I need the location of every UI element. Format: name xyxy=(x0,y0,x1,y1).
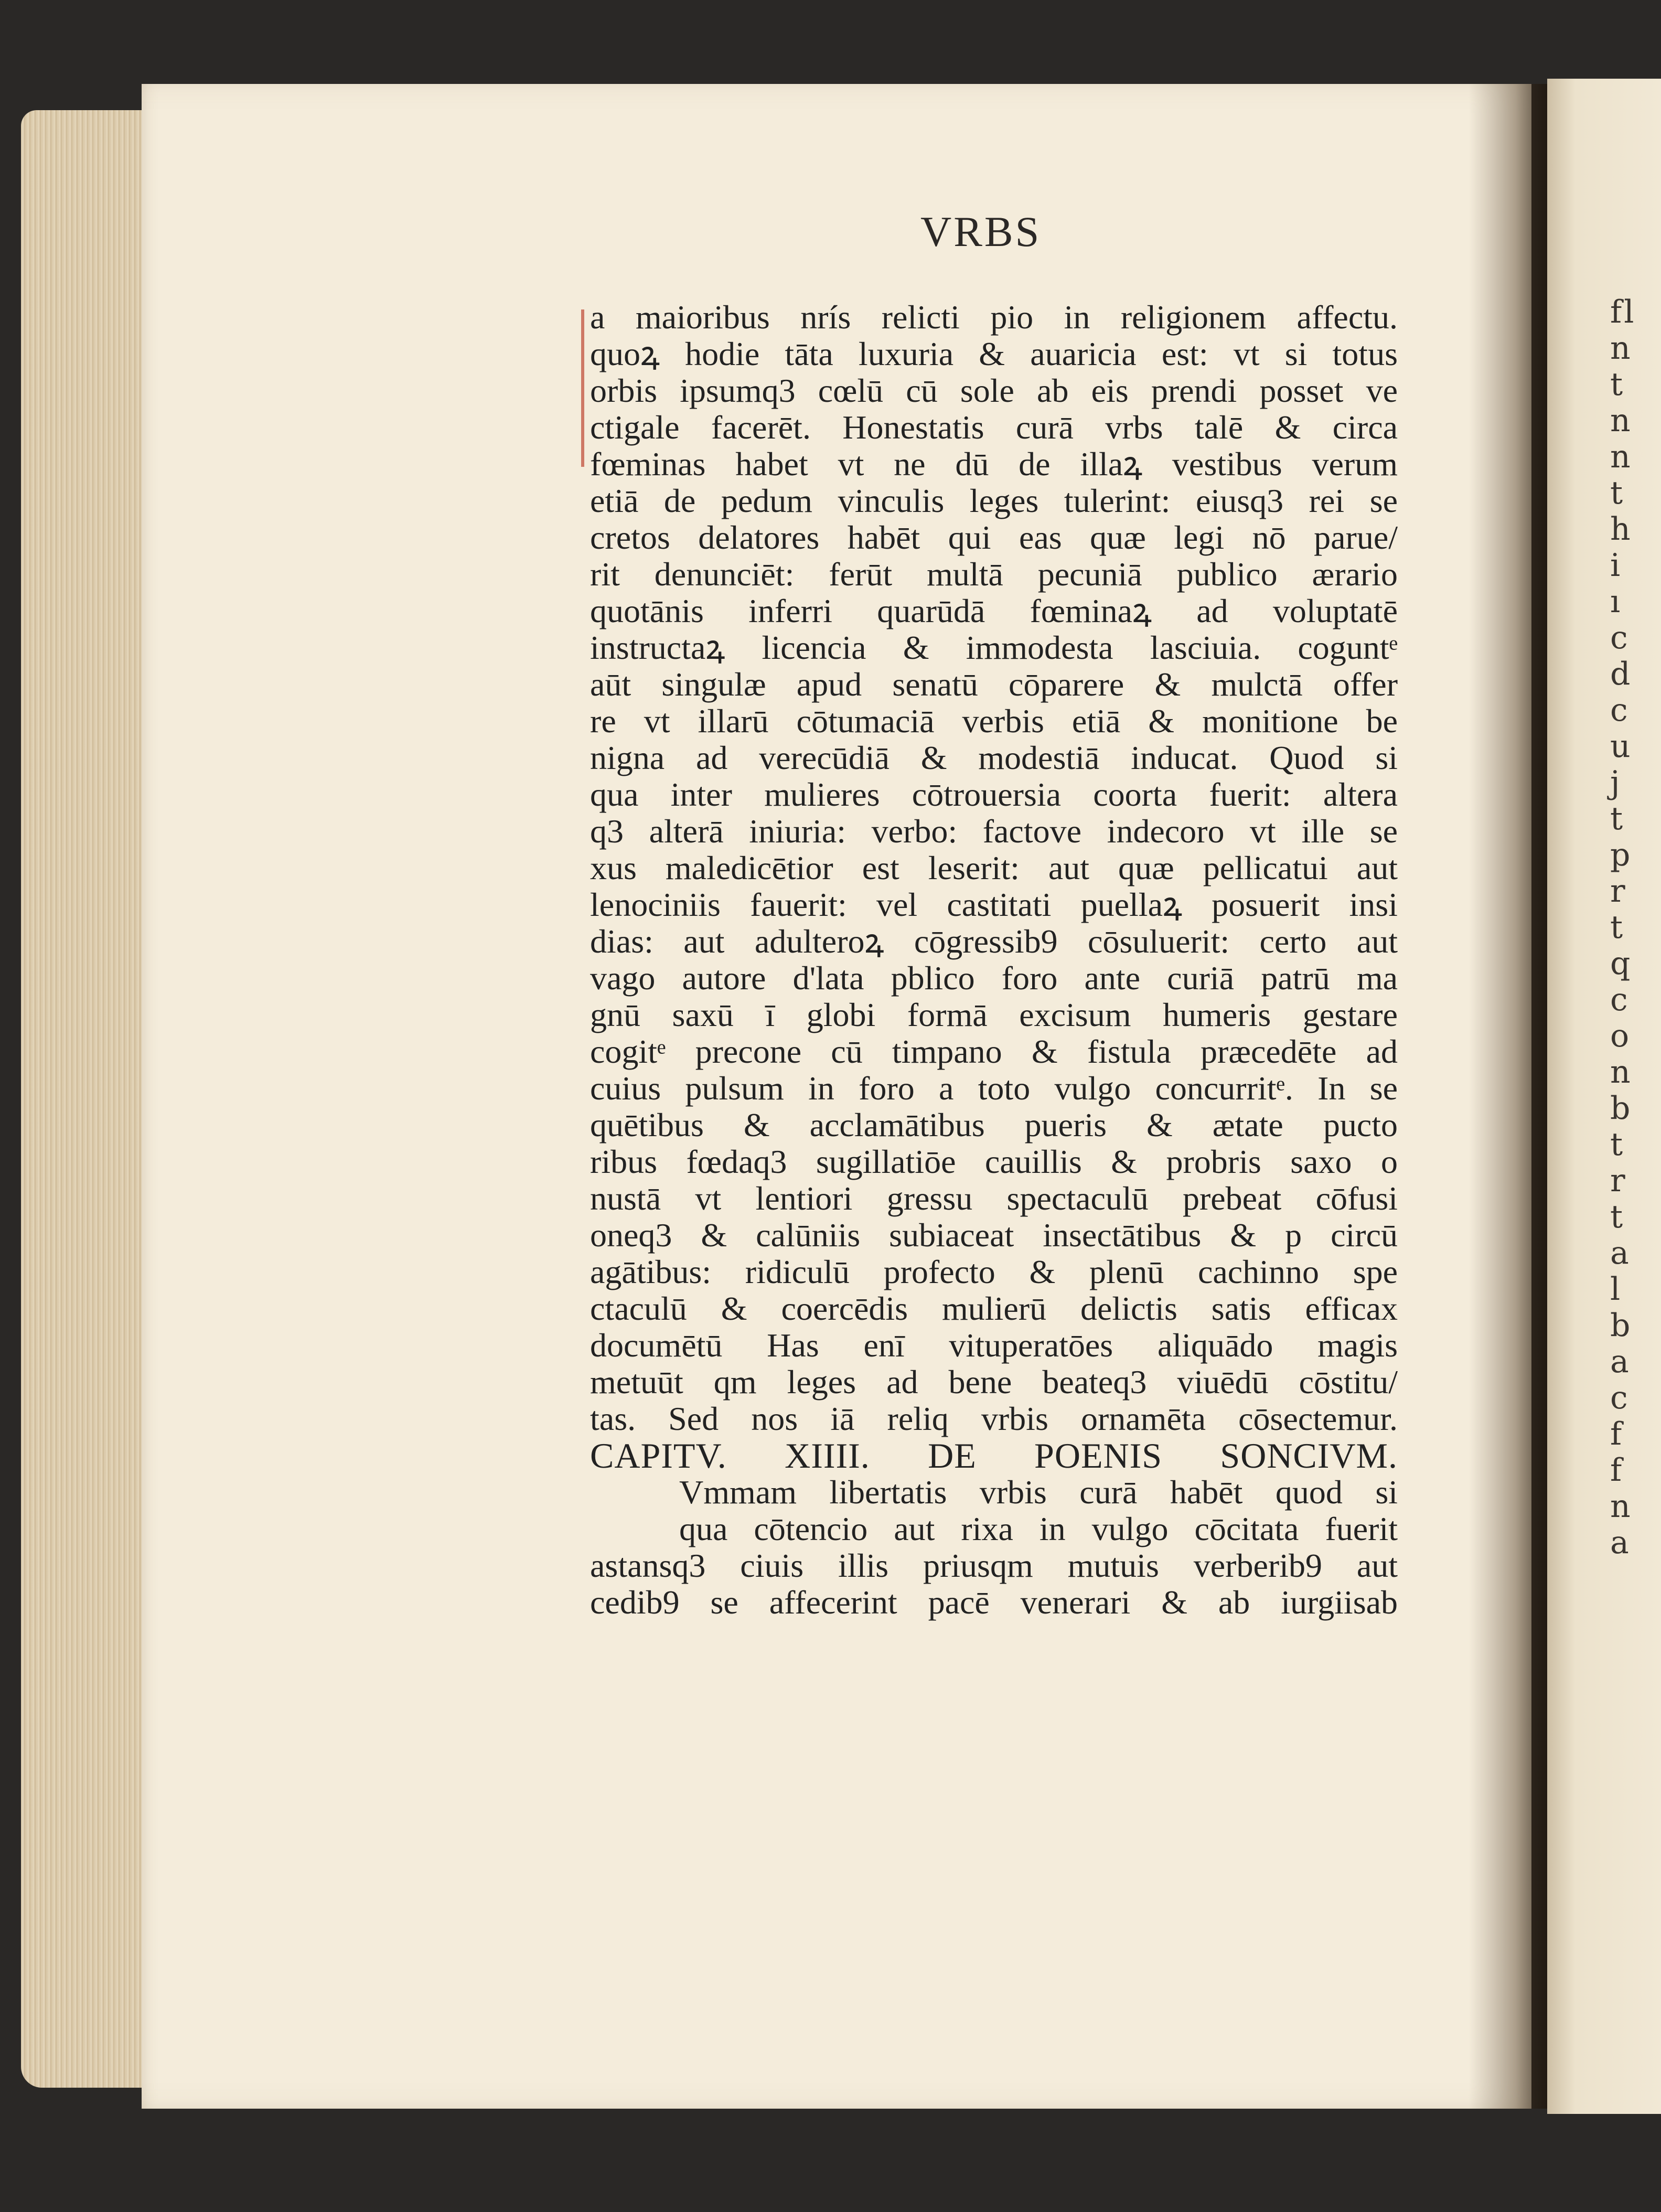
text-line: nigna ad verecūdiā & modestiā inducat. Quod si xyxy=(590,740,1398,776)
rubrication-mark xyxy=(581,309,584,467)
text-line: nustā vt lentiori gressu spectaculū prebeat cōfusi xyxy=(590,1180,1398,1217)
facing-page-fragment: n xyxy=(1610,402,1633,439)
facing-page-fragment: f xyxy=(1610,1452,1624,1489)
text-line: aūt singulæ apud senatū cōparere & mulctā offer xyxy=(590,666,1398,703)
facing-page-fragment: fl xyxy=(1610,294,1636,330)
text-line: quētibus & acclamātibus pueris & ætate pucto xyxy=(590,1107,1398,1144)
text-line: ribus fœdaq3 sugillatiōe cauillis & probris saxo o xyxy=(590,1144,1398,1180)
text-line: cretos delatores habēt qui eas quæ legi nō parue/ xyxy=(590,519,1398,556)
body-text xyxy=(590,299,1398,1437)
facing-page-fragment: d xyxy=(1610,656,1633,692)
chapter-text-line: qua cōtencio aut rixa in vulgo cōcitata fuerit xyxy=(679,1511,1398,1547)
facing-page-fragment: n xyxy=(1610,439,1633,475)
text-line: ctigale facerēt. Honestatis curā vrbs talē & circa xyxy=(590,409,1398,446)
page-gutter xyxy=(1469,84,1547,2109)
text-line: gnū saxū ī globi formā excisum humeris gestare xyxy=(590,997,1398,1033)
text-line: quotānis inferri quarūdā fœminaꝝ ad voluptatē xyxy=(590,593,1398,629)
text-line: tas. Sed nos iā reliq vrbis ornamēta cōsectemur. xyxy=(590,1401,1398,1437)
facing-page-fragment: t xyxy=(1610,1199,1625,1235)
facing-page-fragment: n xyxy=(1610,330,1633,367)
facing-page-fragment: l xyxy=(1610,1271,1623,1308)
facing-page xyxy=(1547,79,1661,2114)
facing-page-fragment: q xyxy=(1610,945,1633,982)
facing-page-fragment: p xyxy=(1610,837,1633,873)
text-line: re vt illarū cōtumaciā verbis etiā & monitione be xyxy=(590,703,1398,740)
text-line: quoꝝ hodie tāta luxuria & auaricia est: vt si totus xyxy=(590,336,1398,372)
facing-page-fragment: t xyxy=(1610,366,1625,403)
facing-page-fragment: ı xyxy=(1610,583,1623,620)
facing-page-fragment: a xyxy=(1610,1235,1631,1271)
text-line: instructaꝝ licencia & immodesta lasciuia. coguntᵉ xyxy=(590,629,1398,666)
facing-page-fragment: b xyxy=(1610,1307,1633,1344)
text-line: orbis ipsumq3 cœlū cū sole ab eis prendi posset ve xyxy=(590,372,1398,409)
chapter-text xyxy=(590,1474,1398,1621)
text-line: metuūt qm leges ad bene beateq3 viuēdū cōstitu/ xyxy=(590,1364,1398,1401)
text-line: agātibus: ridiculū profecto & plenū cachinno spe xyxy=(590,1254,1398,1290)
chapter-text-line: Vmmam libertatis vrbis curā habēt quod si xyxy=(679,1474,1398,1511)
facing-page-fragment: t xyxy=(1610,1126,1625,1163)
facing-page-fragment: j xyxy=(1610,764,1622,801)
chapter-text-line: cedib9 se affecerint pacē venerari & ab iurgiisab xyxy=(590,1584,1398,1621)
facing-page-fragment: u xyxy=(1610,728,1633,765)
text-block xyxy=(590,299,1398,1621)
text-line: xus maledicētior est leserit: aut quæ pellicatui aut xyxy=(590,850,1398,886)
facing-page-fragment: f xyxy=(1610,1416,1624,1452)
facing-page-fragment: c xyxy=(1610,619,1630,656)
facing-page-fragment: t xyxy=(1610,909,1625,946)
text-line: rit denunciēt: ferūt multā pecuniā publico ærario xyxy=(590,556,1398,593)
text-line: fœminas habet vt ne dū de illaꝝ vestibus verum xyxy=(590,446,1398,483)
text-line: oneq3 & calūniis subiaceat insectātibus & p circū xyxy=(590,1217,1398,1254)
facing-page-fragment: a xyxy=(1610,1343,1631,1380)
chapter-heading: CAPITV. XIIII. DE POENIS SONCIVM. xyxy=(590,1437,1398,1474)
text-line: documētū Has enī vituperatōes aliquādo magis xyxy=(590,1327,1398,1364)
facing-page-fragment: a xyxy=(1610,1524,1631,1561)
facing-page-fragment: t xyxy=(1610,800,1625,837)
facing-page-fragment: r xyxy=(1610,873,1627,910)
facing-page-fragment: n xyxy=(1610,1054,1633,1091)
text-line: etiā de pedum vinculis leges tulerint: eiusq3 rei se xyxy=(590,483,1398,519)
facing-page-fragment: c xyxy=(1610,1380,1630,1416)
text-line: a maioribus nrís relicti pio in religionem affectu. xyxy=(590,299,1398,336)
text-line: lenociniis fauerit: vel castitati puellaꝝ posuerit insi xyxy=(590,886,1398,923)
text-line: q3 alterā iniuria: verbo: factove indecoro vt ille se xyxy=(590,813,1398,850)
text-line: dias: aut adulteroꝝ cōgressib9 cōsuluerit: certo aut xyxy=(590,923,1398,960)
running-head: VRBS xyxy=(920,208,1042,255)
page-stack-edge xyxy=(21,110,152,2088)
text-line: vago autore d'lata pblico foro ante curiā patrū ma xyxy=(590,960,1398,997)
facing-page-fragment: c xyxy=(1610,692,1630,729)
facing-page-fragment: c xyxy=(1610,981,1630,1018)
facing-page-fragment: t xyxy=(1610,475,1625,511)
facing-page-fragment: r xyxy=(1610,1162,1627,1199)
facing-page-fragment: h xyxy=(1610,511,1633,548)
facing-page-fragment: n xyxy=(1610,1488,1633,1525)
text-line: ctaculū & coercēdis mulierū delictis satis efficax xyxy=(590,1290,1398,1327)
chapter-text-line: astansq3 ciuis illis priusqm mutuis verberib9 aut xyxy=(590,1547,1398,1584)
text-line: qua inter mulieres cōtrouersia coorta fuerit: altera xyxy=(590,776,1398,813)
facing-page-fragment: o xyxy=(1610,1018,1632,1054)
facing-page-fragment: i xyxy=(1610,547,1623,584)
facing-page-fragment: b xyxy=(1610,1090,1633,1127)
text-line: cuius pulsum in foro a toto vulgo concurritᵉ. In se xyxy=(590,1070,1398,1107)
text-line: cogitᵉ precone cū timpano & fistula præcedēte ad xyxy=(590,1033,1398,1070)
